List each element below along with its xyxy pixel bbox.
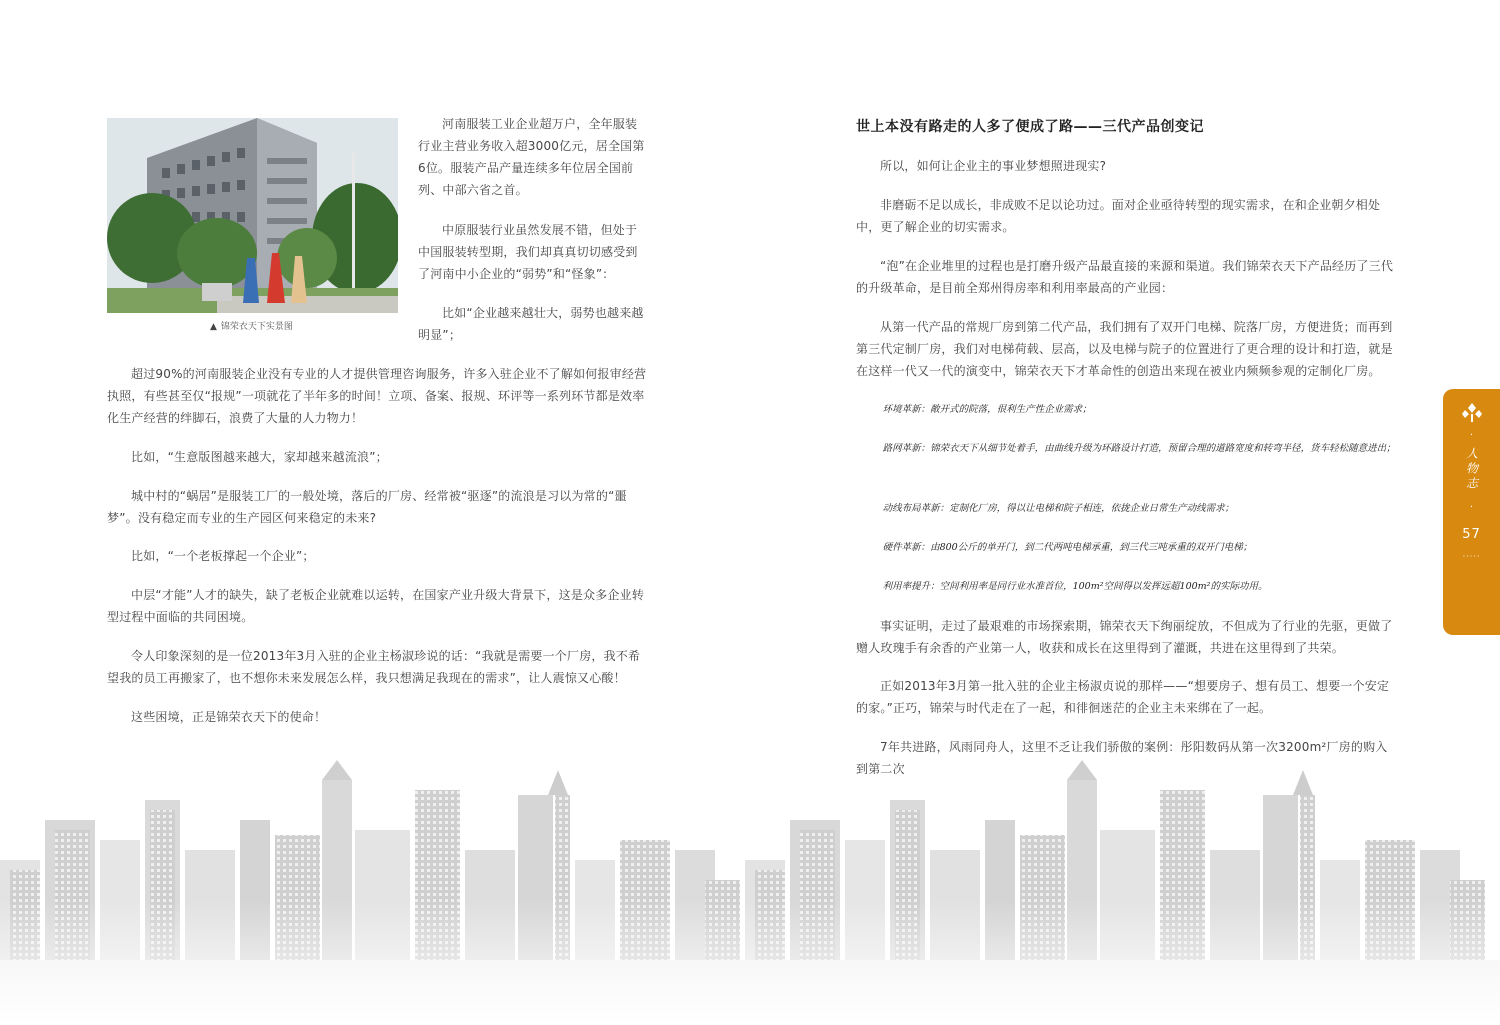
building-photo [107,118,398,313]
section-heading: 世上本没有路走的人多了便成了路——三代产品创变记 [856,119,1204,135]
right-paragraph-2: 非磨砺不足以成长，非成败不足以论功过。面对企业亟待转型的现实需求，在和企业朝夕相处中，更了解企业的切实需求。 [856,198,1381,234]
intro-paragraph-1: 河南服装工业企业超万户，全年服装行业主营业务收入超3000亿元，居全国第6位。服装产品产量连续多年位居全国前列、中部六省之首。 [418,117,645,197]
right-paragraph-3: “泡”在企业堆里的过程也是打磨升级产品最直接的来源和渠道。我们锦荣衣天下产品经历了三代的升级革命，是目前全郑州得房率和利用率最高的产业园： [856,259,1394,295]
body-paragraph-1: 超过90%的河南服装企业没有专业的人才提供管理咨询服务，许多入驻企业不了解如何报审经营执照，有些甚至仅“报规”一项就花了半年多的时间！立项、备案、报规、环评等一系列环节都是效率化生产经营的绊脚石，浪费了大量的人力物力！ [107,367,647,425]
right-paragraph-5: 事实证明，走过了最艰难的市场探索期，锦荣衣天下绚丽绽放，不但成为了行业的先驱，更做了赠人玫瑰手有余香的产业第一人，收获和成长在这里得到了灌溉，共进在这里得到了共荣。 [856,619,1393,655]
tab-dot-top: · [1469,430,1474,441]
photo-caption [210,319,293,332]
bullet-environment: 环境革新：敞开式的院落，很利生产性企业需求； [882,404,1092,415]
right-paragraph-1: 所以，如何让企业主的事业梦想照进现实? [880,159,1107,173]
body-paragraph-5: 中层“才能”人才的缺失，缺了老板企业就难以运转，在国家产业升级大背景下，这是众多企业转型过程中面临的共同困境。 [107,588,645,624]
tab-dot-bottom: · [1469,502,1474,513]
tab-decorative-dots: ····· [1462,552,1481,561]
body-paragraph-6: 令人印象深刻的是一位2013年3月入驻的企业主杨淑珍说的话：“我就是需要一个厂房，我不希望我的员工再搬家了，也不想你未来发展怎么样，我只想满足我现在的需求”，让人震惊又心酸！ [107,649,641,685]
bullet-utilization: 利用率提升：空间利用率是同行业水准首位，100m²空间得以发挥远超100m²的实际功用。 [882,581,1268,592]
right-paragraph-7: 7年共进路，风雨同舟人，这里不乏让我们骄傲的案例：彤阳数码从第一次3200m²厂房的购入到第二次 [856,740,1388,776]
logo-icon [1461,401,1483,423]
bullet-layout: 动线布局革新：定制化厂房，得以让电梯和院子相连，依拢企业日常生产动线需求； [882,503,1235,514]
caption-text: 锦荣衣天下实景图 [220,322,293,332]
tab-section-label: 人物志 [1464,446,1479,492]
body-paragraph-2: 比如，“生意版图越来越大，家却越来越流浪”； [131,450,388,464]
body-paragraph-7: 这些困境，正是锦荣衣天下的使命！ [131,710,327,724]
bullet-hardware: 硬件革新：由800公斤的单开门，到二代两吨电梯承重，到三代三吨承重的双开门电梯； [882,542,1253,553]
intro-paragraph-3: 比如“企业越来越壮大，弱势也越来越明显”； [418,306,644,342]
intro-paragraph-2: 中原服装行业虽然发展不错，但处于中国服装转型期，我们却真真切切感受到了河南中小企业的“弱势”和“怪象”： [418,223,638,281]
page-number: 57 [1462,527,1481,542]
body-paragraph-4: 比如，“一个老板撑起一个企业”； [131,549,315,563]
bullet-road-network: 路网革新：锦荣衣天下从细节处着手，由曲线升级为环路设计打造，预留合理的道路宽度和转弯半径，货车轻松随意进出； [882,443,1396,454]
right-paragraph-4: 从第一代产品的常规厂房到第二代产品，我们拥有了双开门电梯、院落厂房，方便进货；而再到第三代定制厂房，我们对电梯荷载、层高，以及电梯与院子的位置进行了更合理的设计和打造，就是在这样一代又一代的演变中，锦荣衣天下才革命性的创造出来现在被业内频频参观的定制化厂房。 [856,320,1393,378]
section-tab [1443,389,1500,635]
city-skyline-illustration [0,760,1500,1025]
body-paragraph-3: 城中村的“蜗居”是服装工厂的一般处境，落后的厂房、经常被“驱逐”的流浪是习以为常的“噩梦”。没有稳定而专业的生产园区何来稳定的未来? [107,489,627,525]
right-paragraph-6: 正如2013年3月第一批入驻的企业主杨淑贞说的那样——“想要房子、想有员工、想要一个安定的家。”正巧，锦荣与时代走在了一起，和徘徊迷茫的企业主未来绑在了一起。 [856,679,1390,715]
triangle-icon: ▲ [210,322,217,332]
